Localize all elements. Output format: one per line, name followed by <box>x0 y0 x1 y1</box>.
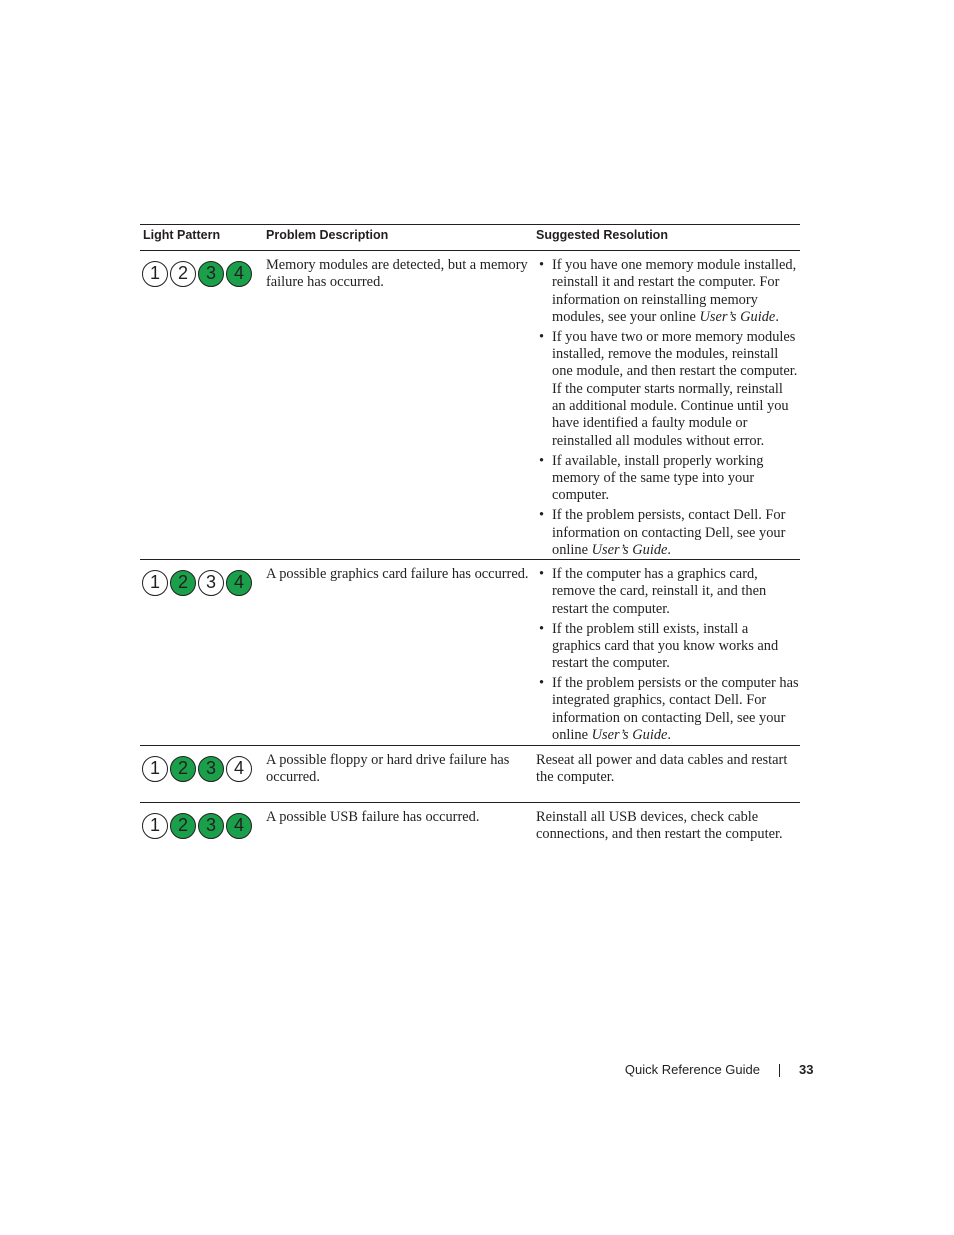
header-problem-description: Problem Description <box>266 228 389 242</box>
suggested-resolution <box>536 566 800 747</box>
diagnostic-light-2-icon: 2 <box>170 570 196 596</box>
resolution-text-end: . <box>667 541 672 558</box>
resolution-text: If available, install properly working memory of the same type into your computer. <box>552 452 764 504</box>
problem-description: Memory modules are detected, but a memory failure has occurred. <box>266 257 528 291</box>
resolution-item <box>536 566 800 618</box>
diagnostic-light-3-icon: 3 <box>198 570 224 596</box>
diagnostic-lights <box>142 756 254 782</box>
users-guide-reference: User’s Guide <box>591 727 668 744</box>
resolution-text: If the problem still exists, install a graphics card that you know works and restart the computer. <box>552 620 779 672</box>
diagnostic-light-2-icon: 2 <box>170 813 196 839</box>
diagnostic-light-4-icon: 4 <box>226 570 252 596</box>
diagnostic-light-4-icon: 4 <box>226 756 252 782</box>
problem-description: A possible floppy or hard drive failure has occurred. <box>266 752 510 786</box>
table-row <box>140 803 800 859</box>
suggested-resolution: Reseat all power and data cables and restart the computer. <box>536 752 788 786</box>
resolution-item <box>536 675 800 744</box>
diagnostic-light-3-icon: 3 <box>198 261 224 287</box>
diagnostic-light-4-icon: 4 <box>226 261 252 287</box>
diagnostic-lights <box>142 570 254 596</box>
diagnostic-light-1-icon: 1 <box>142 261 168 287</box>
table-header <box>140 224 800 251</box>
suggested-resolution: Reinstall all USB devices, check cable connections, and then restart the computer. <box>536 809 783 843</box>
resolution-item <box>536 621 800 673</box>
resolution-text: If the problem persists or the computer has integrated graphics, contact Dell. For information on contacting Dell, see your online <box>552 675 799 744</box>
resolution-item <box>536 257 800 326</box>
light-pattern-table <box>140 224 800 859</box>
diagnostic-light-2-icon: 2 <box>170 756 196 782</box>
diagnostic-light-2-icon: 2 <box>170 261 196 287</box>
resolution-text-end: . <box>667 727 672 744</box>
users-guide-reference: User’s Guide <box>699 308 776 325</box>
table-row <box>140 251 800 560</box>
resolution-text: If the computer has a graphics card, remove the card, reinstall it, and then restart the computer. <box>552 566 767 617</box>
footer-guide-title: Quick Reference Guide <box>624 1062 760 1077</box>
diagnostic-light-3-icon: 3 <box>198 756 224 782</box>
resolution-item <box>536 507 800 559</box>
resolution-text: If you have one memory module installed, reinstall it and restart the computer. For information on reinstalling memory modules, see your online <box>552 257 797 325</box>
diagnostic-light-3-icon: 3 <box>198 813 224 839</box>
users-guide-reference: User’s Guide <box>591 541 668 558</box>
problem-description: A possible graphics card failure has occurred. <box>266 566 529 582</box>
resolution-text-end: . <box>775 308 779 325</box>
resolution-list <box>536 566 800 744</box>
table-row <box>140 746 800 803</box>
footer-divider <box>779 1064 780 1077</box>
resolution-text: If the problem persists, contact Dell. For information on contacting Dell, see your online <box>552 507 786 558</box>
table-row <box>140 560 800 746</box>
resolution-item <box>536 329 800 450</box>
problem-description: A possible USB failure has occurred. <box>266 809 480 825</box>
resolution-list <box>536 257 800 559</box>
resolution-item <box>536 453 800 505</box>
header-suggested-resolution: Suggested Resolution <box>536 228 668 242</box>
diagnostic-light-1-icon: 1 <box>142 756 168 782</box>
diagnostic-light-1-icon: 1 <box>142 570 168 596</box>
diagnostic-light-1-icon: 1 <box>142 813 168 839</box>
page-number: 33 <box>799 1062 814 1077</box>
diagnostic-lights <box>142 813 254 839</box>
diagnostic-light-4-icon: 4 <box>226 813 252 839</box>
header-light-pattern: Light Pattern <box>143 228 221 242</box>
resolution-text: If you have two or more memory modules installed, remove the modules, reinstall one module, and then restart the computer. If the computer starts normally, reinstall an additional module. Continue until you have identified a faulty module or reinstalled all modules without error. <box>552 328 798 449</box>
suggested-resolution <box>536 257 800 562</box>
diagnostic-lights <box>142 261 254 287</box>
